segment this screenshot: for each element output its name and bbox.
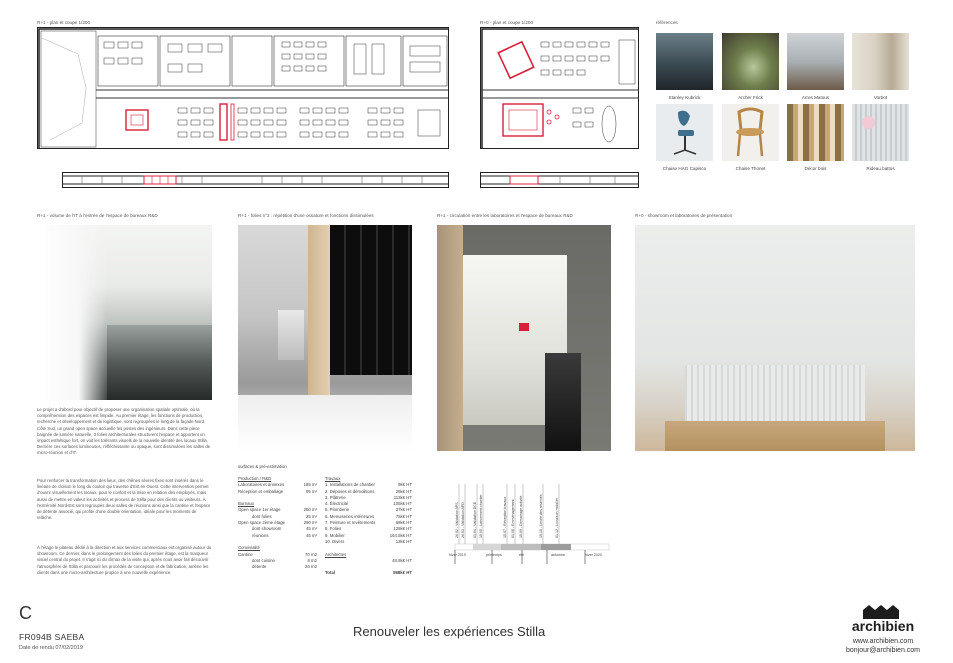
section-r0	[480, 172, 639, 188]
brand-name: archibien	[851, 618, 915, 634]
references-title: références	[656, 20, 678, 25]
render-person	[278, 310, 304, 360]
board-letter: C	[19, 603, 32, 623]
estimate-value: 68k€ HT	[395, 520, 412, 526]
estimate-label: 7. Peinture et revêtements	[325, 520, 376, 526]
reference-label-kubrick: Stanley Kubrick	[668, 95, 701, 100]
view-caption-3: R+1 - circulation entre les laboratoires et l'espace de bureaux R&D	[437, 213, 573, 218]
estimate-heading: Bureaux	[238, 501, 255, 507]
estimate-value: 9k€ HT	[398, 482, 412, 488]
render-showroom	[635, 225, 915, 451]
estimate-value: 164.5k€ HT	[389, 532, 412, 538]
estimate-label: Réception et emballage	[238, 488, 284, 494]
estimate-label: Total	[325, 570, 335, 576]
timeline-event-6: 01.08 - Emménagement	[511, 499, 515, 538]
estimate-label: Laboratoires et annexes	[238, 482, 285, 488]
brand-website[interactable]: www.archibien.com	[852, 638, 914, 645]
estimate-row	[325, 570, 412, 576]
estimate-value: 75k€ HT	[395, 513, 412, 519]
estimate-label: dont cuisine	[252, 557, 275, 563]
render-folies	[238, 225, 412, 451]
reference-label-vorbot: Vorbot	[873, 95, 888, 100]
surfaces-list	[238, 476, 317, 570]
estimate-row	[238, 564, 317, 570]
reference-label-capisco: Chaise HAG Capisco	[662, 166, 707, 171]
estimate-label: 10. Divers	[325, 538, 345, 544]
reference-image-vorbot	[852, 33, 909, 90]
plan-r0-caption: R+0 - plan et coupe 1/200	[480, 20, 533, 25]
render-drawings-table	[238, 395, 412, 451]
floor-plan-r1	[37, 27, 449, 149]
estimate-label: Open space 2ème étage	[238, 520, 286, 526]
estimate-label: 9. Mobilier	[325, 532, 345, 538]
estimate-value: 105k€ HT	[393, 501, 412, 507]
timeline-season-3: été	[519, 553, 524, 557]
estimate-value: 185 m²	[303, 482, 317, 488]
section-r0-drawing	[480, 172, 639, 188]
timeline-season-4: automne	[551, 553, 565, 557]
estimate-value: 8 m2	[307, 557, 317, 563]
estimate-label: dont showroom	[252, 526, 282, 532]
estimate-value: 70 m2	[305, 551, 317, 557]
timeline-event-8: 15.10 - Levée des réserves	[539, 494, 543, 538]
capisco-chair-drawing	[656, 104, 713, 161]
reference-label-rideau: Rideau battos	[866, 166, 895, 171]
render-wood-platform	[665, 421, 885, 451]
estimate-label: 3. Plâtrerie	[325, 494, 346, 500]
reference-image-capisco	[656, 104, 713, 161]
works-list	[325, 476, 412, 577]
project-timeline	[447, 474, 617, 564]
estimate-value: 250 m²	[303, 507, 317, 513]
description-paragraph-2: Pour renforcer la transformation des lieux, des chênes sèvres fixes sont insérés dans le linéaire de cloison le long du couloir qui traverse d'Est en Ouest. Cette intervention permet d'ouvrir visuellement les locaux, pour le confort et la mise en relation des employés, mais aussi de mettre en valeur les activités et process de Stilla pour des clients ou visiteurs. À l'extrémité Nord-Est sont regroupés deux salles de réunions ainsi que la cantine et l'espace de détente associé, qui profite d'une double orientation, idéale pour les moments de relâche.	[37, 478, 211, 521]
estimate-value: 26 m2	[305, 564, 317, 570]
estimate-label: 6. Menuiseries intérieures	[325, 513, 375, 519]
estimate-title: surfaces & pré-estimation	[238, 464, 287, 469]
timeline-event-7: 15.09 - Démarrage activité	[519, 495, 523, 538]
reference-label-decor-bois: Décor bois	[804, 166, 827, 171]
archibien-house-shapes	[861, 604, 901, 619]
timeline-season-1: hiver 2019	[449, 553, 466, 557]
estimate-heading: Travaux	[325, 476, 341, 481]
project-code: FR094B SAEBA	[19, 632, 85, 642]
estimate-label: 5. Plomberie	[325, 507, 350, 513]
timeline-event-9: 01.12 - Livraison mobilier	[555, 497, 559, 538]
reference-label-matous: Arres Matous	[801, 95, 830, 100]
reference-image-frick	[722, 33, 779, 90]
estimate-label: 2. Déposes et démolitions	[325, 488, 375, 494]
estimate-value: 37k€ HT	[395, 507, 412, 513]
estimate-value: 48.8k€ HT	[392, 557, 412, 563]
estimate-label: Open space 1er étage	[238, 507, 281, 513]
estimate-value: 29k€ HT	[395, 488, 412, 494]
reference-image-thonet	[722, 104, 779, 161]
description-paragraph-3: À l'étage le plateau dédié à la direction et aux services commerciaux est organisé autour du showroom. Ce dernier, dans le prolongement des folies du premier étage, est la marqueur visuel central du projet. Il s'agit ici du climax de la visite qui, après nous avoir fait découvrir l'atmosphère de Stilla et parcourir les procédés de conception et de fabrication, amène les clients dans une micro-architecture propice à une nouvelle expérience.	[37, 545, 212, 575]
reference-label-thonet: Chaise Thonet	[735, 166, 766, 171]
render-wood-frame-left	[437, 225, 463, 451]
estimate-row	[238, 489, 317, 495]
estimate-label: réunions	[252, 532, 269, 538]
floor-plan-r0	[480, 27, 639, 149]
render-office-desks	[107, 325, 212, 400]
description-paragraph-1: Le projet a d'abord pour objectif de proposer une organisation spatiale optimale, où la compréhension des espaces est limpide. Au premier étage, les fonctions de production, recherche et développement et de logistique, sont regroupées le long de la façade Nord. Côté Sud, un grand open space accueille les postes des ingénieurs. Dans cette pièce baignée de lumière naturelle, 3 folies architecturales structurent l'espace et apportent un impact esthétique fort, on voit les tolérants visuels de la nouvelle identité des locaux Stilla. Derrière ces surfaces lumineuses, réfléchissante ou opaque, sont dissimulées les salles de micro-réunion et d'IT.	[37, 407, 211, 456]
render-circulation	[437, 225, 611, 451]
reference-label-frick: Archer Frick	[738, 95, 763, 100]
brand-email[interactable]: bonjour@archibien.com	[845, 647, 921, 654]
estimate-value: 113k€ HT	[393, 494, 412, 500]
render-man-silhouette	[545, 353, 581, 451]
estimate-value: 45 m²	[306, 532, 317, 538]
view-caption-2: R+1 - folies n°2 : répétition d'une ossature et fonctions dissimulées	[238, 213, 374, 218]
estimate-heading: Production / R&D	[238, 476, 272, 481]
board-title: Renouveler les expériences Stilla	[353, 624, 546, 639]
floor-plan-r0-drawing	[481, 28, 639, 149]
plan-r1-caption: R+1 - plan et coupe 1/200	[37, 20, 90, 25]
reference-image-kubrick	[656, 33, 713, 90]
section-r1-drawing	[62, 172, 449, 188]
estimate-heading: Architectes	[325, 551, 347, 557]
render-dark-glazing	[330, 225, 412, 375]
section-r1	[62, 172, 449, 188]
estimate-value: 45 m²	[306, 526, 317, 532]
estimate-label: 4. Électricité	[325, 501, 349, 507]
estimate-label: dont folies	[252, 513, 272, 519]
estimate-value: 588k€ HT	[393, 570, 412, 576]
estimate-value: 25 m²	[306, 513, 317, 519]
timeline-season-5: hiver 2020	[585, 553, 602, 557]
timeline-event-4: 15.05 - Lancement chantier	[479, 494, 483, 538]
render-red-sign	[519, 323, 529, 331]
thonet-chair-drawing	[722, 104, 779, 161]
estimate-heading: Convivialité	[238, 545, 260, 551]
floor-plan-r1-drawing	[38, 28, 449, 149]
estimate-value: 128k€ HT	[393, 526, 412, 532]
timeline-event-1: 26.02 - Validation APS	[455, 502, 459, 538]
estimate-value: 290 m²	[303, 520, 317, 526]
estimate-label: 1. Installations de chantier	[325, 482, 375, 488]
rideau-balloon-shape	[862, 116, 875, 129]
render-showroom-box	[685, 365, 865, 425]
timeline-event-3: 01.04 - Validation DCE	[473, 501, 477, 538]
timeline-season-2: printemps	[486, 553, 502, 557]
archibien-logo-icon	[861, 604, 901, 619]
estimate-label: 8. Folies	[325, 526, 342, 532]
timeline-events	[455, 474, 615, 542]
timeline-event-2: 26.03 - Validation APD	[461, 502, 465, 538]
submission-date: Date de rendu 07/02/2019	[19, 645, 83, 651]
reference-image-matous	[787, 33, 844, 90]
reference-image-rideau	[852, 104, 909, 161]
render-it-volume	[37, 225, 212, 400]
reference-image-decor-bois	[787, 104, 844, 161]
view-caption-1: R+1 - volume de l'IT à l'entrée de l'espace de bureaux R&D	[37, 213, 158, 218]
estimate-label: détente	[252, 564, 267, 570]
view-caption-4: R+0 - showroom et laboratoires de présentation	[635, 213, 733, 218]
estimate-label: Cantine	[238, 551, 253, 557]
estimate-value: 95 m²	[306, 488, 317, 494]
render-bright-wall	[37, 225, 107, 400]
timeline-event-5: 15.07 - Réception travaux	[503, 496, 507, 538]
estimate-value: 13k€ HT	[395, 538, 412, 544]
